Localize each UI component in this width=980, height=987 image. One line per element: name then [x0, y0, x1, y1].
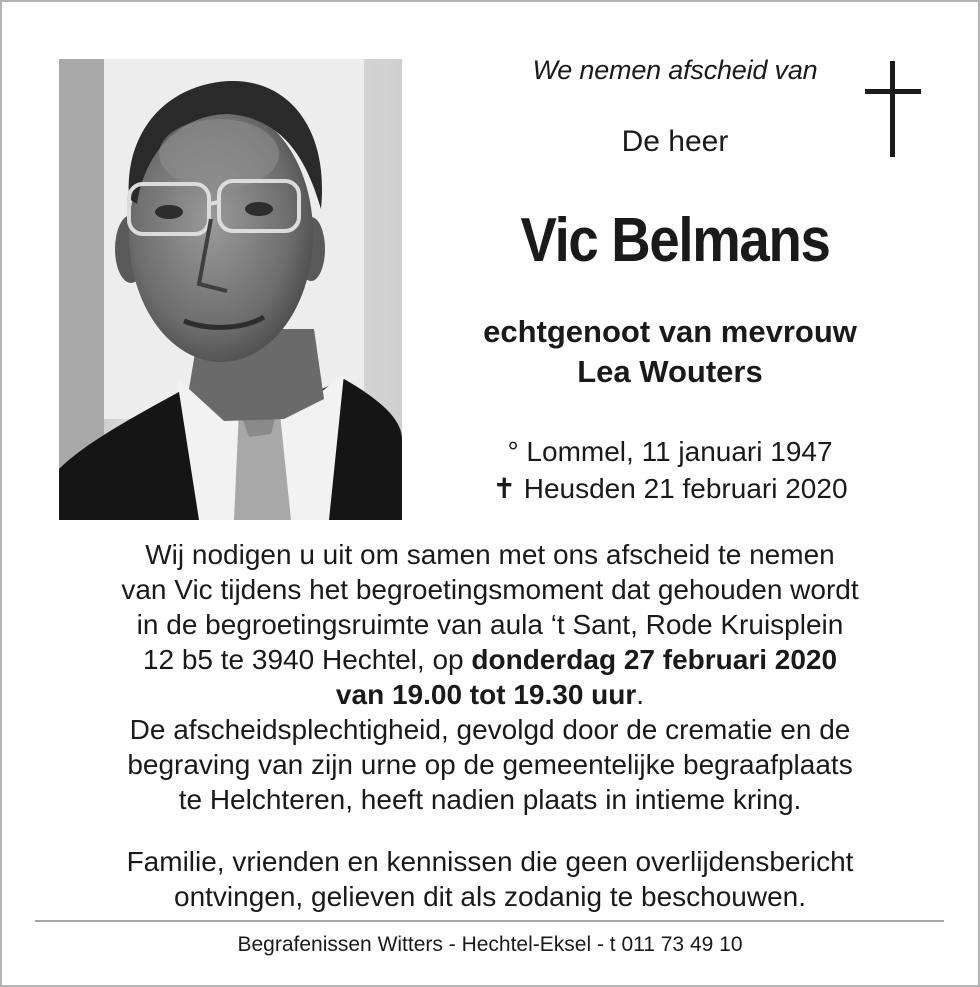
invitation-text	[40, 537, 940, 817]
spouse-block	[440, 312, 900, 392]
invitation-text-segment: .	[636, 679, 645, 710]
invitation-line	[40, 642, 940, 677]
invitation-line	[40, 677, 940, 712]
intro-line: We nemen afscheid van	[532, 55, 818, 85]
life-dates	[440, 433, 900, 507]
closing-line: Familie, vrienden en kennissen die geen overlijdensbericht	[126, 846, 854, 877]
spouse-line-2: Lea Wouters	[577, 354, 763, 389]
deceased-name: Vic Belmans	[520, 206, 830, 275]
invitation-line: van Vic tijdens het begroetingsmoment dat gehouden wordt	[121, 574, 859, 605]
greeting-date: donderdag 27 februari 2020	[471, 644, 838, 675]
closing-line: ontvingen, gelieven dit als zodanig te beschouwen.	[174, 881, 806, 912]
invitation-line: Wij nodigen u uit om samen met ons afscheid te nemen	[145, 539, 835, 570]
ceremony-line: te Helchteren, heeft nadien plaats in intieme kring.	[178, 784, 802, 815]
cross-icon	[865, 61, 921, 157]
death-date: ✝ Heusden 21 februari 2020	[492, 473, 848, 504]
ceremony-line: De afscheidsplechtigheid, gevolgd door de crematie en de	[129, 714, 851, 745]
invitation-line: in de begroetingsruimte van aula ‘t Sant, Rode Kruisplein	[136, 609, 844, 640]
portrait-photo	[59, 59, 402, 520]
divider	[35, 920, 944, 922]
greeting-time: van 19.00 tot 19.30 uur	[335, 679, 637, 710]
birth-date: ° Lommel, 11 januari 1947	[507, 436, 833, 467]
invitation-text-segment: 12 b5 te 3940 Hechtel, op	[142, 644, 472, 675]
ceremony-line: begraving van zijn urne op de gemeentelijke begraafplaats	[127, 749, 853, 780]
closing-text	[40, 844, 940, 914]
funeral-home-footer: Begrafenissen Witters - Hechtel-Eksel - t 011 73 49 10	[237, 933, 743, 956]
spouse-line-1: echtgenoot van mevrouw	[483, 314, 857, 349]
honorific: De heer	[621, 125, 729, 158]
